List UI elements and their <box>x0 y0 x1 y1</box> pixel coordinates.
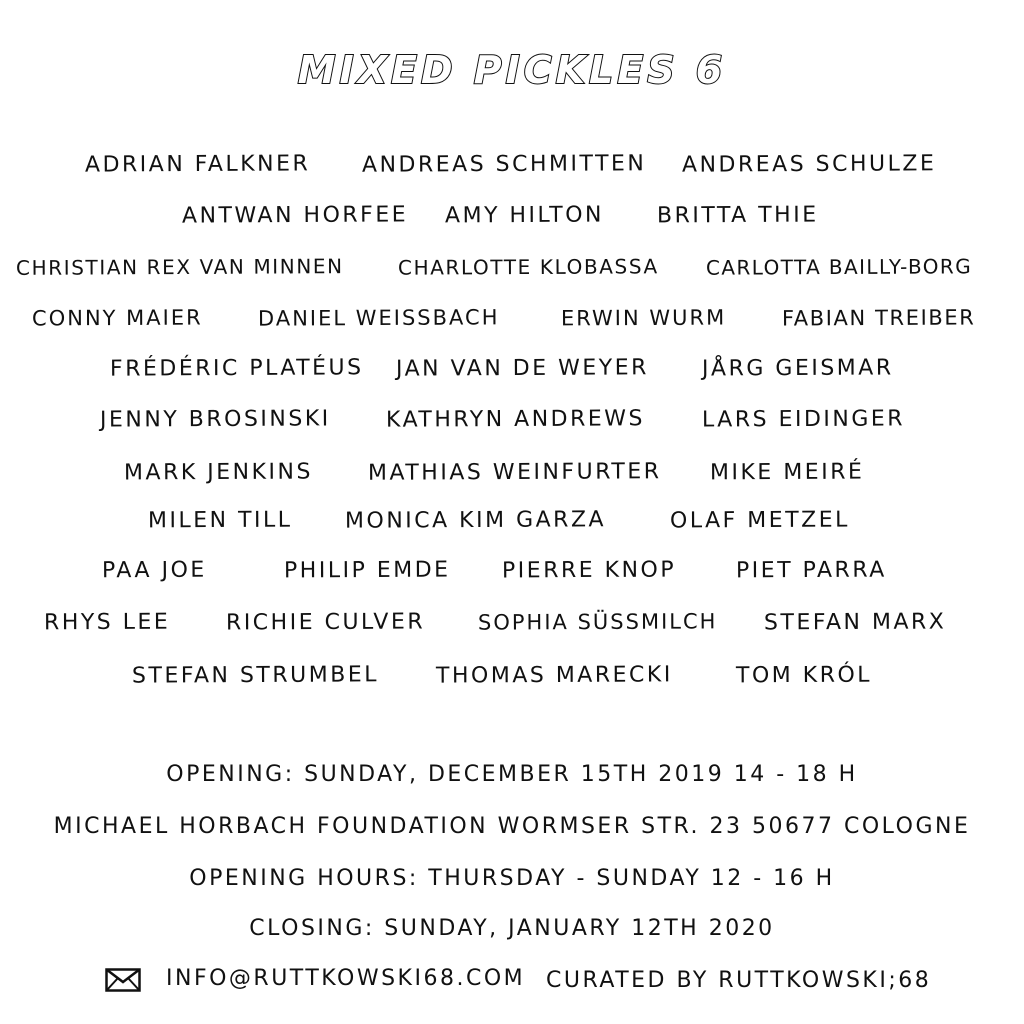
opening-hours-info: OPENING HOURS: THURSDAY - SUNDAY 12 - 16 H <box>189 866 835 891</box>
email-link[interactable]: INFO@RUTTKOWSKI68.COM <box>166 966 526 991</box>
footer <box>0 960 1024 1000</box>
artist-name: THOMAS MARECKI <box>435 661 673 689</box>
artist-name: MATHIAS WEINFURTER <box>367 458 662 486</box>
artist-name: STEFAN MARX <box>763 609 947 635</box>
artist-row <box>0 452 1024 492</box>
artist-name: CHRISTIAN REX VAN MINNEN <box>15 254 344 280</box>
artist-row <box>0 195 1024 235</box>
artist-name: DANIEL WEISSBACH <box>257 305 500 331</box>
artist-name: ANDREAS SCHMITTEN <box>361 150 647 178</box>
artist-name: JENNY BROSINSKI <box>99 405 331 433</box>
opening-info: OPENING: SUNDAY, DECEMBER 15TH 2019 14 - 18 H <box>166 762 858 787</box>
artist-name: STEFAN STRUMBEL <box>131 661 380 689</box>
artist-name: ANDREAS SCHULZE <box>681 150 937 178</box>
artist-name: ERWIN WURM <box>560 305 727 331</box>
artist-row <box>0 500 1024 540</box>
closing-info: CLOSING: SUNDAY, JANUARY 12TH 2020 <box>249 916 775 941</box>
artist-name: JÅRG GEISMAR <box>701 354 894 382</box>
artist-name: RHYS LEE <box>43 609 171 635</box>
exhibition-title: MIXED PICKLES 6 <box>297 48 727 92</box>
artist-row <box>0 655 1024 695</box>
artist-name: OLAF METZEL <box>669 507 850 533</box>
artist-name: MONICA KIM GARZA <box>344 506 607 534</box>
artist-row <box>0 247 1024 287</box>
artist-name: MILEN TILL <box>147 507 293 533</box>
artist-name: FABIAN TREIBER <box>781 305 976 331</box>
artist-name: MIKE MEIRÉ <box>709 459 865 485</box>
artist-name: JAN VAN DE WEYER <box>395 354 649 382</box>
artist-name: FRÉDÉRIC PLATÉUS <box>109 354 364 382</box>
artist-row <box>0 550 1024 590</box>
artist-name: PHILIP EMDE <box>283 557 451 583</box>
artist-row <box>0 602 1024 642</box>
artist-name: SOPHIA SÜSSMILCH <box>477 609 718 635</box>
curated-by: CURATED BY RUTTKOWSKI;68 <box>546 968 932 993</box>
artist-name: AMY HILTON <box>444 202 605 228</box>
artist-name: CONNY MAIER <box>31 305 203 331</box>
artist-row <box>0 348 1024 388</box>
artist-name: CARLOTTA BAILLY-BORG <box>705 254 973 280</box>
artist-row <box>0 298 1024 338</box>
artist-name: CHARLOTTE KLOBASSA <box>397 254 659 280</box>
artist-name: MARK JENKINS <box>123 459 313 485</box>
artist-name: RICHIE CULVER <box>225 608 426 636</box>
artist-name: LARS EIDINGER <box>701 405 906 433</box>
artist-row <box>0 144 1024 184</box>
artist-name: ANTWAN HORFEE <box>181 201 409 229</box>
artist-name: PIERRE KNOP <box>501 557 677 583</box>
artist-name: ADRIAN FALKNER <box>84 150 311 178</box>
artist-name: PAA JOE <box>101 557 207 583</box>
artist-name: BRITTA THIE <box>656 202 819 228</box>
envelope-icon <box>105 968 141 992</box>
artist-row <box>0 399 1024 439</box>
artist-name: PIET PARRA <box>735 557 887 583</box>
artist-name: KATHRYN ANDREWS <box>385 405 646 433</box>
venue-info: MICHAEL HORBACH FOUNDATION WORMSER STR. 23 50677 COLOGNE <box>53 814 971 839</box>
artist-name: TOM KRÓL <box>735 662 873 688</box>
